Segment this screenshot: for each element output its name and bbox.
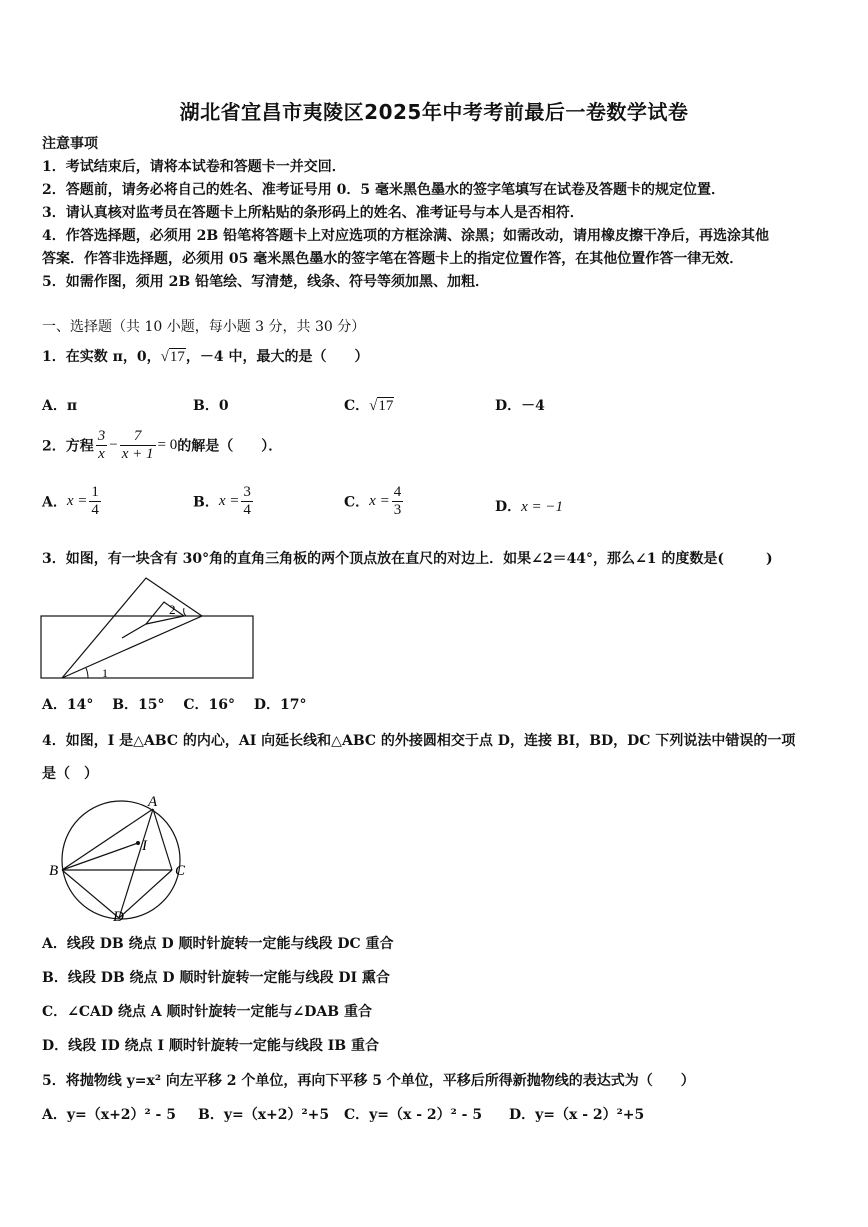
point-i [136, 841, 140, 845]
label-a: A [148, 794, 158, 810]
denominator: 4 [91, 502, 99, 518]
circle-triangle-figure [46, 790, 192, 924]
angle-2-arc [184, 608, 186, 616]
option-expr: x = [218, 493, 240, 509]
notice-item: 答案．作答非选择题，必须用 05 毫米黑色墨水的签字笔在答题卡上的指定位置作答，在其他位置作答一律无效． [42, 251, 744, 267]
minus-sign: − [109, 437, 118, 453]
label-b: B [49, 863, 59, 879]
notice-heading: 注意事项 [42, 136, 98, 152]
equals: = 0 [157, 437, 178, 453]
guide [122, 578, 146, 638]
notice-item: 1．考试结束后，请将本试卷和答题卡一并交回． [42, 159, 346, 175]
q1-option-c-radicand: 17 [378, 398, 394, 414]
label-c: C [175, 863, 186, 879]
question-4-line1: 4．如图，I 是△ABC 的内心，AI 向延长线和△ABC 的外接圆相交于点 D，连接 BI，BD，DC 下列说法中错误的一项 [42, 733, 796, 749]
section-heading: 一、选择题（共 10 小题，每小题 3 分，共 30 分） [42, 319, 366, 335]
q1-option-c-label: C． [344, 398, 370, 414]
circumcircle [62, 801, 180, 919]
question-2 [42, 428, 282, 463]
q3-options: A．14° B．15° C．16° D．17° [42, 697, 307, 713]
angle-1-arc [86, 668, 88, 678]
notice-item: 2．答题前，请务必将自己的姓名、准考证号用 0．5 毫米黑色墨水的签字笔填写在试卷及答题卡的规定位置． [42, 182, 725, 198]
q1-suffix: ，－4 中，最大的是（ ） [185, 349, 369, 365]
denominator: x + 1 [121, 446, 154, 462]
fraction [392, 484, 404, 519]
option-label: A． [42, 494, 67, 511]
fraction [89, 484, 101, 519]
q2-option-c [344, 484, 405, 519]
q1-option-b: B．0 [193, 398, 229, 414]
numerator: 4 [393, 484, 402, 500]
q2-prefix: 2．方程 [42, 438, 94, 455]
set-square-inner [146, 602, 184, 624]
q2-suffix: 的解是（ ）． [177, 438, 283, 455]
q1-option-d: D．－4 [495, 398, 545, 414]
q1-option-c [344, 395, 394, 415]
option-label: B． [193, 494, 219, 511]
option-expr: x = [66, 493, 88, 509]
label-i: I [142, 838, 147, 854]
q4-option-b: B．线段 DB 绕点 D 顺时针旋转一定能与线段 DI 熏合 [42, 970, 390, 986]
notice-item: 4．作答选择题，必须用 2B 铅笔将答题卡上对应选项的方框涂满、涂黑；如需改动，请用橡皮擦干净后，再选涂其他 [42, 228, 770, 244]
option-expr: x = [369, 493, 390, 509]
q5-option-d: D．y=（x - 2）²+5 [509, 1107, 645, 1123]
q5-option-b: B．y=（x+2）²+5 [198, 1107, 330, 1123]
label-d: D [113, 909, 124, 924]
segment-ad [119, 809, 153, 918]
q4-option-a: A．线段 DB 绕点 D 顺时针旋转一定能与线段 DC 重合 [42, 936, 394, 952]
q2-option-a [42, 484, 103, 519]
sqrt-17: √17 [369, 398, 394, 414]
ruler-triangle-figure [38, 574, 260, 686]
segment-bi [62, 843, 138, 870]
q1-prefix: 1．在实数 π，0， [42, 349, 161, 365]
q1-radicand: 17 [169, 349, 185, 365]
q1-option-a: A．π [42, 398, 78, 414]
numerator: 3 [243, 484, 251, 500]
denominator: x [98, 446, 105, 462]
sqrt-17: √17 [160, 349, 185, 365]
numerator: 7 [120, 428, 156, 446]
q4-option-d: D．线段 ID 绕点 I 顺时针旋转一定能与线段 IB 重合 [42, 1038, 380, 1054]
option-label: D． [495, 499, 522, 515]
question-5: 5．将抛物线 y=x² 向左平移 2 个单位，再向下平移 5 个单位，平移后所得新抛物线的表达式为（ ） [42, 1073, 695, 1089]
fraction [96, 428, 108, 463]
fraction [241, 484, 253, 519]
segment-ab [62, 809, 153, 870]
q4-option-c: C．∠CAD 绕点 A 顺时针旋转一定能与∠DAB 重合 [42, 1004, 372, 1020]
set-square-inner-edge [122, 624, 146, 638]
q2-option-b [193, 484, 255, 519]
page-title: 湖北省宜昌市夷陵区2025年中考考前最后一卷数学试卷 [179, 100, 689, 124]
denominator: 4 [243, 502, 251, 518]
angle-label-1: 1 [102, 666, 108, 680]
question-4-line2: 是（ ） [42, 766, 98, 782]
question-3: 3．如图，有一块含有 30°角的直角三角板的两个顶点放在直尺的对边上．如果∠2＝44°，那么∠1 的度数是( ) [42, 551, 773, 567]
q5-option-a: A．y=（x+2）² - 5 [42, 1107, 176, 1123]
numerator: 1 [91, 484, 99, 500]
ruler [41, 616, 253, 678]
q5-option-c: C．y=（x - 2）² - 5 [344, 1107, 483, 1123]
question-1 [42, 346, 368, 366]
angle-label-2: 2 [169, 602, 176, 617]
fraction [120, 428, 156, 463]
option-expr: x = −1 [521, 499, 564, 515]
notice-item: 3．请认真核对监考员在答题卡上所粘贴的条形码上的姓名、准考证号与本人是否相符． [42, 205, 584, 221]
set-square-outer [62, 578, 202, 678]
q2-option-d [495, 496, 563, 516]
notice-item: 5．如需作图，须用 2B 铅笔绘、写清楚，线条、符号等须加黑、加粗． [42, 274, 490, 290]
numerator: 3 [97, 428, 106, 444]
denominator: 3 [393, 502, 402, 518]
option-label: C． [344, 494, 370, 511]
